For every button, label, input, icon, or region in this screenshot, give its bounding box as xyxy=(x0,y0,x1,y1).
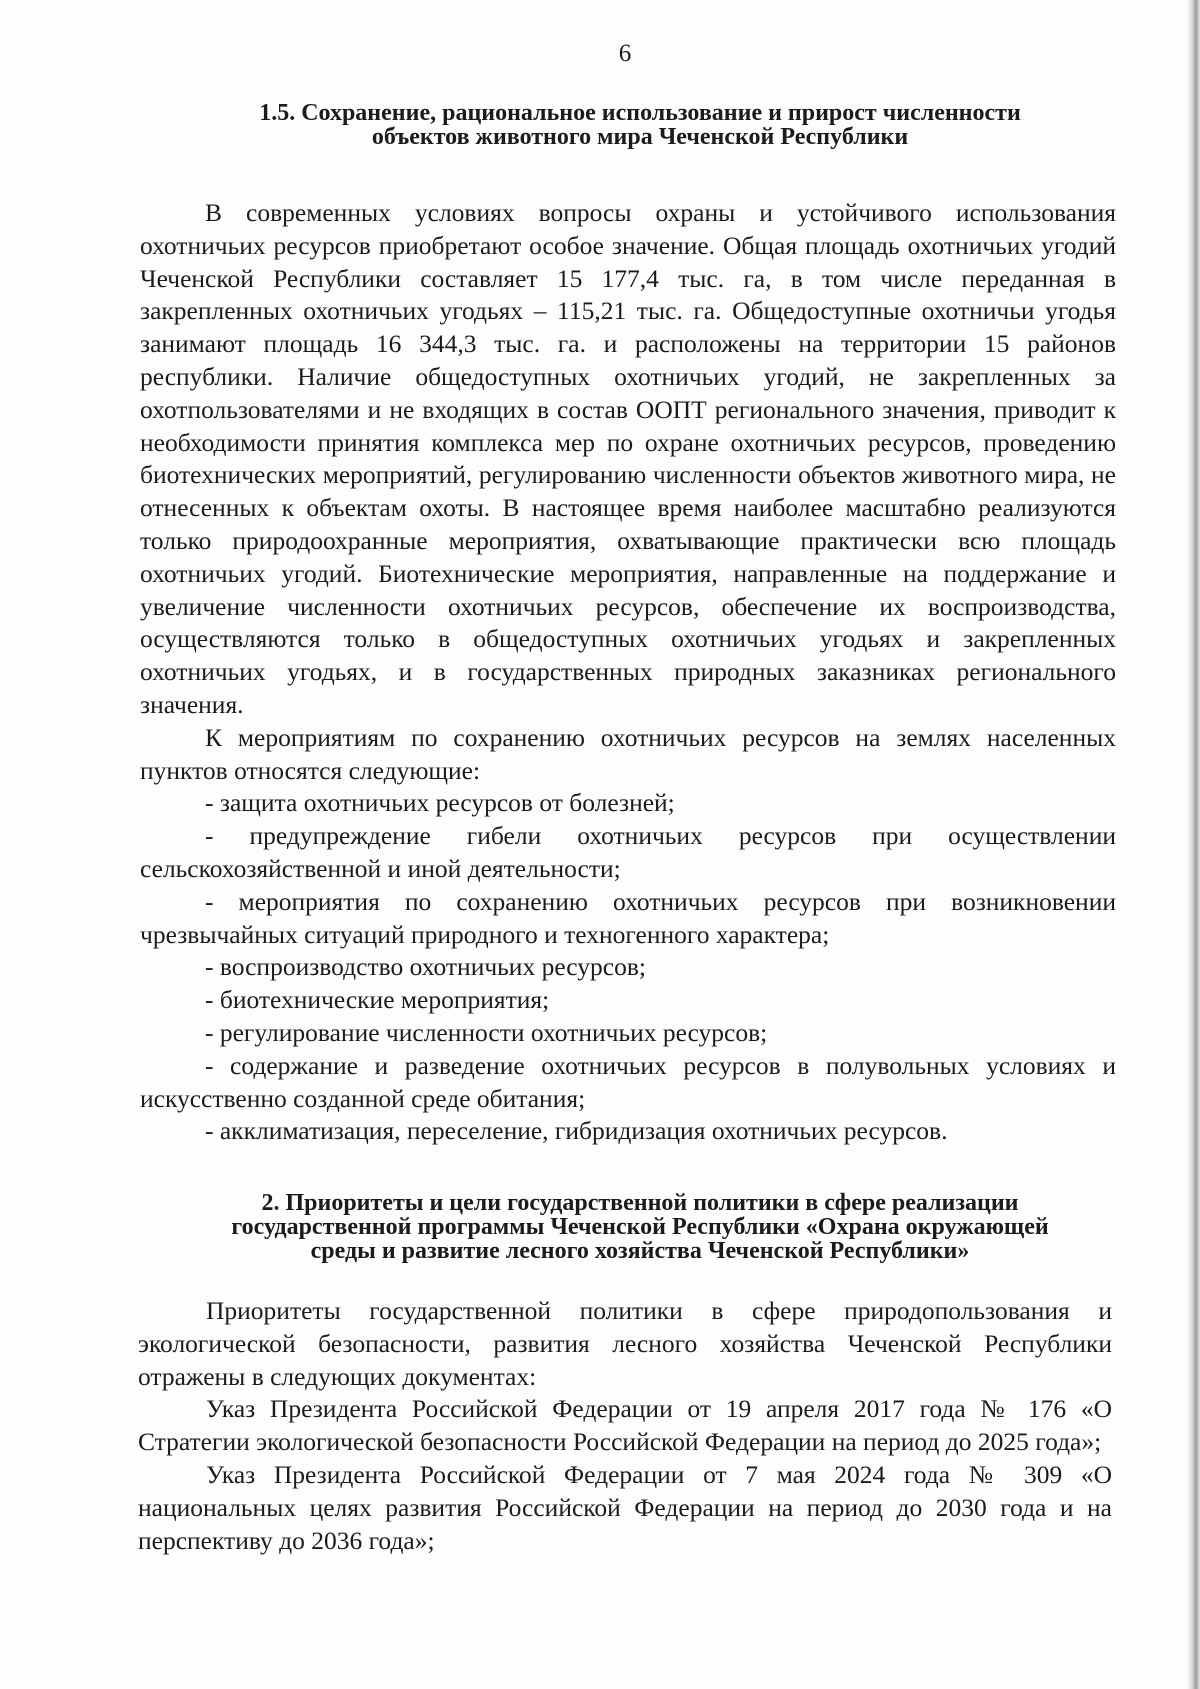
section-1-5-body xyxy=(140,197,1116,1148)
section-2-body xyxy=(138,1295,1112,1557)
list-item: - акклиматизация, переселение, гибридизация охотничьих ресурсов. xyxy=(205,1116,948,1146)
scan-page-edge xyxy=(1186,0,1200,1689)
section-1-5-heading-line2: объектов животного мира Чеченской Республики xyxy=(371,124,909,150)
section-1-5-heading xyxy=(140,101,1140,149)
paragraph-decree-176: Указ Президента Российской Федерации от 19 апреля 2017 года № 176 «О Стратегии экологической безопасности Российской Федерации на период до 2025 года»; xyxy=(138,1394,1112,1457)
list-item: - защита охотничьих ресурсов от болезней; xyxy=(205,788,675,818)
paragraph-measures-intro: К мероприятиям по сохранению охотничьих ресурсов на землях населенных пунктов относятся следующие: xyxy=(140,722,1116,785)
paragraph-decree-309: Указ Президента Российской Федерации от 7 мая 2024 года № 309 «О национальных целях развития Российской Федерации на период до 2030 года и на перспективу до 2036 года»; xyxy=(138,1459,1112,1555)
paragraph-priorities: Приоритеты государственной политики в сфере природопользования и экологической безопасности, развития лесного хозяйства Чеченской Республики отражены в следующих документах: xyxy=(138,1296,1112,1391)
section-2-heading-line1: 2. Приоритеты и цели государственной политики в сфере реализации xyxy=(261,1190,1019,1216)
page-number: 6 xyxy=(618,40,632,67)
list-item: - содержание и разведение охотничьих ресурсов в полувольных условиях и искусственно созданной среде обитания; xyxy=(140,1050,1116,1113)
list-item: - воспроизводство охотничьих ресурсов; xyxy=(205,952,646,982)
section-2-heading-line2: государственной программы Чеченской Республики «Охрана окружающей xyxy=(231,1214,1049,1240)
list-item: - регулирование численности охотничьих ресурсов; xyxy=(205,1017,768,1047)
section-2-heading xyxy=(140,1191,1140,1263)
list-item: - предупреждение гибели охотничьих ресурсов при осуществлении сельскохозяйственной и иной деятельности; xyxy=(140,821,1116,883)
paragraph-hunting-resources: В современных условиях вопросы охраны и устойчивого использования охотничьих ресурсов приобретают особое значение. Общая площадь охотничьих угодий Чеченской Республики составляет 15 177,4 тыс. га, в том числе переданная в закрепленных охотничьих угодьях – 115,21 тыс. га. Общедоступные охотничьи угодья занимают площадь 16 344,3 тыс. га. и расположены на территории 15 районов республики. Наличие общедоступных охотничьих угодий, не закрепленных за охотпользователями и не входящих в состав ООПТ регионального значения, приводит к необходимости принятия комплекса мер по охране охотничьих ресурсов, проведению биотехнических мероприятий, регулированию численности объектов животного мира, не отнесенных к объектам охоты. В настоящее время наиболее масштабно реализуются только природоохранные мероприятия, охватывающие практически всю площадь охотничьих угодий. Биотехнические мероприятия, направленные на поддержание и увеличение численности охотничьих ресурсов, обеспечение их воспроизводства, осуществляются только в общедоступных охотничьих угодьях и закрепленных охотничьих угодьях, и в государственных природных заказниках регионального значения. xyxy=(140,198,1116,719)
section-2-heading-line3: среды и развитие лесного хозяйства Чеченской Республики» xyxy=(310,1238,970,1264)
list-item: - мероприятия по сохранению охотничьих ресурсов при возникновении чрезвычайных ситуаций природного и техногенного характера; xyxy=(140,886,1116,949)
list-item: - биотехнические мероприятия; xyxy=(205,985,550,1015)
section-1-5-heading-line1: 1.5. Сохранение, рациональное использование и прирост численности xyxy=(259,100,1021,126)
